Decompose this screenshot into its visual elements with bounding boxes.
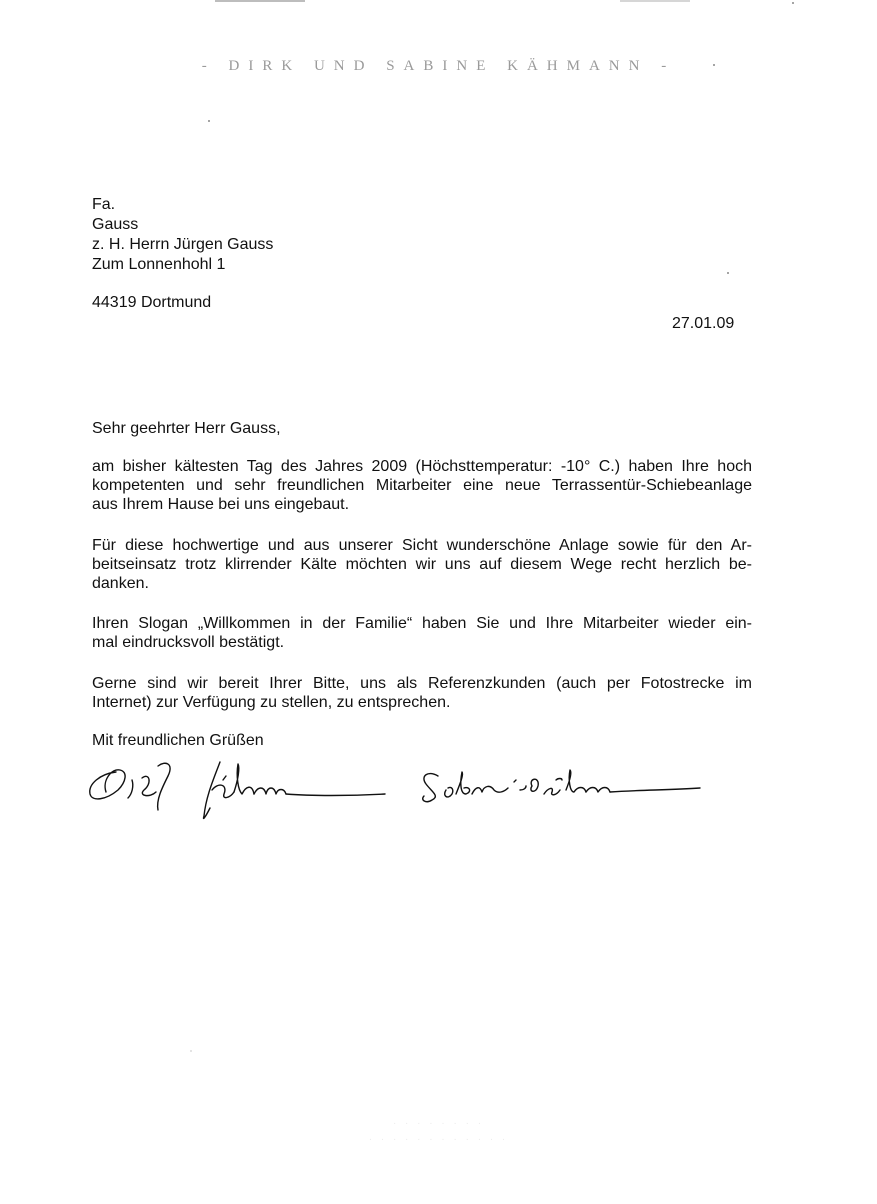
paragraph-line: mal eindrucksvoll bestätigt.: [92, 634, 285, 651]
recipient-line: Fa.: [92, 196, 116, 213]
recipient-line: z. H. Herrn Jürgen Gauss: [92, 236, 274, 253]
scan-artifact: [620, 0, 690, 2]
paragraph-line: beitseinsatz trotz klirrender Kälte möchten wir uns auf diesem Wege recht herzlich be-: [92, 556, 752, 573]
recipient-postal: 44319 Dortmund: [92, 294, 212, 311]
paragraph-line: danken.: [92, 575, 149, 592]
scan-artifact: [215, 0, 305, 2]
signature-sabine: [423, 770, 700, 802]
paragraph-line: Ihren Slogan „Willkommen in der Familie“ haben Sie und Ihre Mitarbeiter wieder ein-: [92, 615, 752, 632]
scan-speck: [727, 272, 729, 274]
paragraph-4: [92, 674, 752, 712]
salutation: Sehr geehrter Herr Gauss,: [92, 420, 281, 437]
scan-speck: [208, 120, 210, 122]
signature-dirk: [90, 762, 385, 818]
scan-speck: [713, 64, 715, 66]
paragraph-1: [92, 457, 752, 514]
paragraph-2: [92, 536, 752, 593]
scan-speck: [792, 2, 794, 4]
closing-phrase: Mit freundlichen Grüßen: [92, 732, 264, 749]
letterhead: - DIRK UND SABINE KÄHMANN -: [201, 58, 676, 74]
recipient-line: Zum Lonnenhohl 1: [92, 256, 226, 273]
paragraph-line: Gerne sind wir bereit Ihrer Bitte, uns als Referenzkunden (auch per Fotostrecke im: [92, 675, 752, 692]
paragraph-line: kompetenten und sehr freundlichen Mitarbeiter eine neue Terrassentür-Schiebeanlage: [92, 477, 752, 494]
scan-speck: [190, 1050, 192, 1052]
paragraph-3: [92, 614, 752, 652]
letter-date: 27.01.09: [672, 315, 735, 332]
footer-faint-mark: · · · · · · · · · · · ·: [368, 1134, 509, 1145]
signatures: [80, 750, 720, 830]
footer-faint-mark: · · · · · · · ·: [392, 1118, 485, 1129]
paragraph-line: am bisher kältesten Tag des Jahres 2009 (Höchsttemperatur: -10° C.) haben Ihre hoch: [92, 458, 752, 475]
recipient-line: Gauss: [92, 216, 139, 233]
paragraph-line: aus Ihrem Hause bei uns eingebaut.: [92, 496, 350, 513]
recipient-address: [92, 195, 273, 313]
paragraph-line: Internet) zur Verfügung zu stellen, zu entsprechen.: [92, 694, 451, 711]
paragraph-line: Für diese hochwertige und aus unserer Sicht wunderschöne Anlage sowie für den Ar-: [92, 537, 752, 554]
